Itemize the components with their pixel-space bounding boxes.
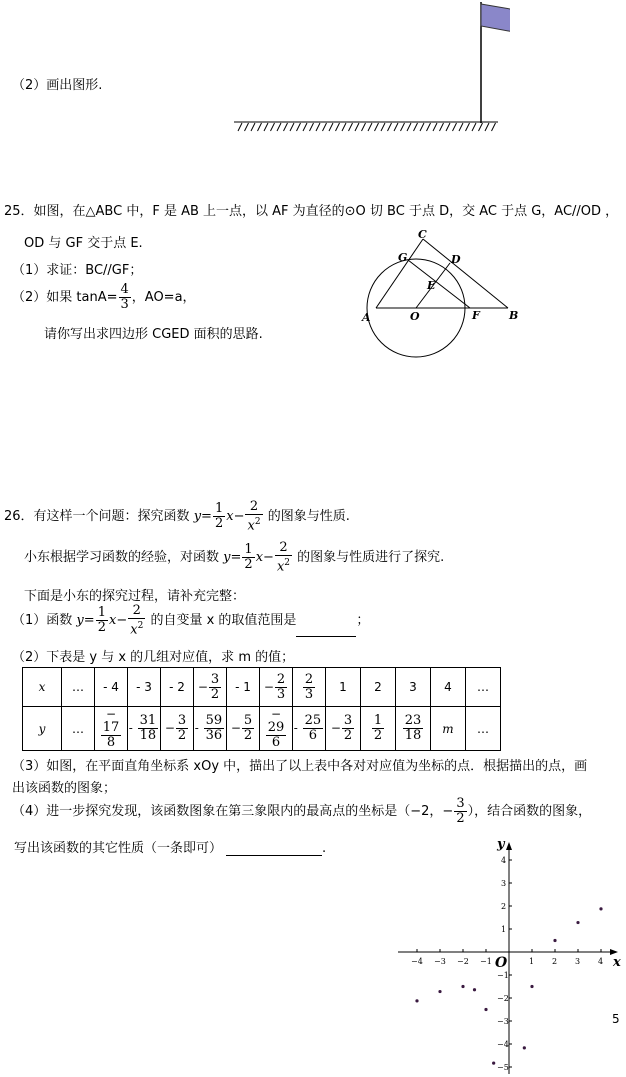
table-cell: - $\frac{59}{36}$: [194, 707, 227, 751]
table-cell: - 4: [95, 668, 128, 707]
q25-part2-line2: 请你写出求四边形 CGED 面积的思路.: [44, 327, 263, 342]
table-cell: - $\frac{25}{6}$: [293, 707, 326, 751]
x-tick-label: −4: [411, 957, 423, 966]
data-point: [599, 907, 602, 910]
q25-stem-line1: 25．如图，在△ABC 中，F 是 AB 上一点，以 AF 为直径的⊙O 切 BC 于点 D，交 AC 于点 G，AC//OD ，: [4, 204, 619, 219]
y-tick-label: −1: [497, 971, 509, 980]
q26-part3-line1: （3）如图，在平面直角坐标系 xOy 中，描出了以上表中各对对应值为坐标的点．根据描出的点，画: [12, 759, 588, 774]
q26-line2: 小东根据学习函数的经验，对函数 y= $\frac{1}{2}$ x− $\frac{2}{x^2}$ 的图象与性质进行了探究.: [24, 540, 445, 575]
y-tick-label: 3: [501, 879, 507, 888]
x-tick-label: 1: [529, 957, 535, 966]
data-point: [553, 939, 556, 942]
y-tick-label: 2: [501, 902, 507, 911]
table-cell: - $\frac{31}{18}$: [128, 707, 161, 751]
point-label-B: B: [509, 309, 519, 322]
table-cell: 1: [326, 668, 361, 707]
q26-part4: （4）进一步探究发现，该函数图象在第三象限内的最高点的坐标是（−2，− $\frac{3}{2}$ ），结合函数的图象，: [12, 796, 592, 826]
data-point: [461, 985, 464, 988]
table-cell: $\frac{2}{3}$: [293, 668, 326, 707]
answer-blank-domain[interactable]: [296, 622, 356, 637]
q24-part2: （2）画出图形.: [12, 78, 103, 93]
table-label-y: y: [23, 707, 62, 751]
data-point: [576, 921, 579, 924]
table-cell: m: [431, 707, 466, 751]
x-axis-label: x: [613, 955, 621, 970]
y-axis-arrow: [506, 842, 512, 850]
flag-figure: [230, 0, 510, 140]
table-row-y: [23, 707, 501, 751]
table-cell: …: [62, 707, 95, 751]
table-cell: − $\frac{3}{2}$: [161, 707, 194, 751]
x-tick-label: 4: [598, 957, 604, 966]
table-cell: …: [62, 668, 95, 707]
q25-stem-line2: OD 与 GF 交于点 E.: [24, 236, 143, 251]
table-cell: − $\frac{3}{2}$: [194, 668, 227, 707]
table-cell: - 2: [161, 668, 194, 707]
point-label-D: D: [451, 253, 461, 266]
q25-part1: （1）求证：BC//GF；: [12, 263, 143, 278]
table-cell: 2: [361, 668, 396, 707]
x-tick-label: −2: [457, 957, 469, 966]
table-cell: …: [466, 707, 501, 751]
answer-blank-property[interactable]: [226, 841, 322, 856]
data-point: [523, 1046, 526, 1049]
origin-label: O: [495, 955, 508, 971]
data-point: [473, 988, 476, 991]
table-cell: − $\frac{29}{6}$: [260, 707, 293, 751]
x-tick-label: 3: [575, 957, 581, 966]
q26-part1: （1）函数 y= $\frac{1}{2}$ x− $\frac{2}{x^2}$ 的自变量 x 的取值范围是 ；: [12, 603, 370, 638]
point-label-A: A: [362, 311, 371, 324]
q26-line3: 下面是小东的探究过程，请补充完整：: [24, 589, 246, 604]
y-axis-label: y: [497, 837, 505, 852]
y-tick-label: 1: [501, 925, 507, 934]
point-label-E: E: [427, 279, 436, 292]
data-point: [492, 1061, 495, 1064]
q25-part2: （2）如果 tanA= $\frac{4}{3}$ ，AO=a，: [12, 282, 196, 312]
table-cell: - 3: [128, 668, 161, 707]
table-cell: …: [466, 668, 501, 707]
q26-part2: （2）下表是 y 与 x 的几组对应值，求 m 的值；: [12, 650, 295, 665]
table-row-x: [23, 668, 501, 707]
page-number: 5: [612, 1012, 620, 1026]
q26-part4-line2: 写出该函数的其它性质（一条即可） .: [14, 841, 327, 856]
table-cell: − $\frac{2}{3}$: [260, 668, 293, 707]
y-tick-label: −4: [497, 1040, 509, 1049]
table-label-x: x: [23, 668, 62, 707]
q26-part3-line2: 出该函数的图象；: [12, 781, 117, 796]
table-cell: − $\frac{5}{2}$: [227, 707, 260, 751]
point-label-C: C: [418, 228, 427, 241]
data-point: [415, 999, 418, 1002]
table-cell: − $\frac{3}{2}$: [326, 707, 361, 751]
table-cell: 4: [431, 668, 466, 707]
table-cell: - 1: [227, 668, 260, 707]
tan-fraction: $\frac{4}{3}$: [120, 282, 129, 312]
value-table: [22, 667, 501, 751]
y-tick-label: 4: [501, 856, 507, 865]
point-label-O: O: [410, 310, 420, 323]
table-cell: $\frac{1}{2}$: [361, 707, 396, 751]
data-point: [530, 985, 533, 988]
data-point: [438, 990, 441, 993]
x-tick-label: −3: [434, 957, 446, 966]
y-tick-label: −3: [497, 1017, 509, 1026]
table-cell: 3: [396, 668, 431, 707]
y-tick-label: −5: [497, 1063, 509, 1072]
table-cell: − $\frac{17}{8}$: [95, 707, 128, 751]
point-label-F: F: [472, 309, 480, 322]
point-label-G: G: [398, 251, 408, 264]
x-tick-label: 2: [552, 957, 558, 966]
circle-geometry-figure: [360, 226, 530, 361]
coordinate-graph: [396, 834, 626, 1077]
x-tick-label: −1: [480, 957, 492, 966]
table-cell: $\frac{23}{18}$: [396, 707, 431, 751]
q26-intro: 26．有这样一个问题：探究函数 y= $\frac{1}{2}$ x− $\frac{2}{x^2}$ 的图象与性质.: [4, 499, 350, 534]
data-point: [484, 1008, 487, 1011]
y-tick-label: −2: [497, 994, 509, 1003]
